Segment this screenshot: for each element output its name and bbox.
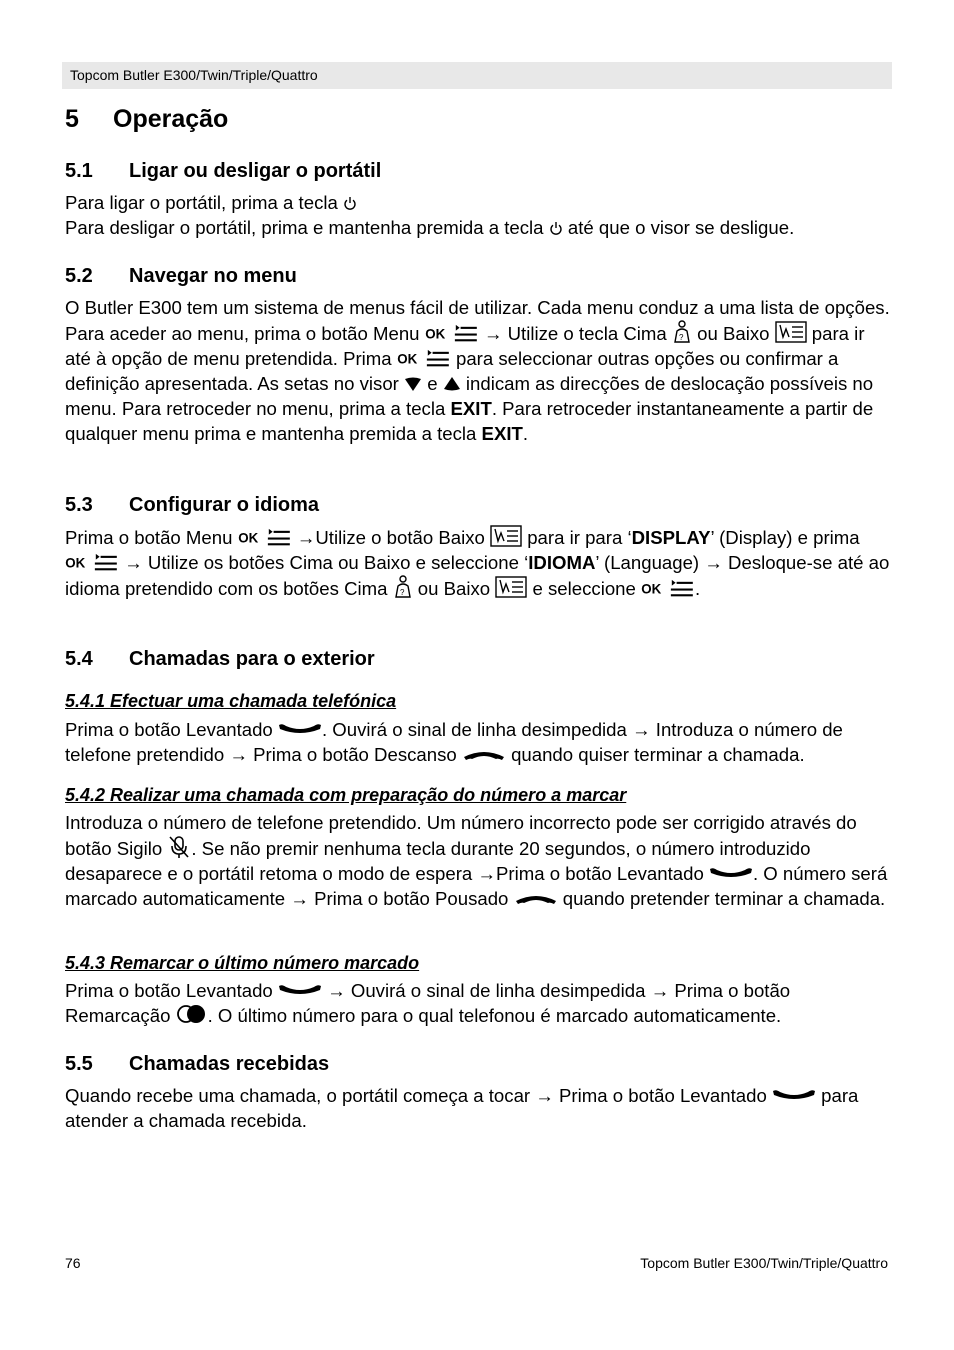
ok-menu-icon [65, 552, 119, 573]
section-5-4-2-heading: 5.4.2 Realizar uma chamada com preparação do número a marcar [65, 785, 627, 805]
section-5-2-heading: 5.2 Navegar no menu [65, 265, 297, 287]
section-5-3-heading: 5.3 Configurar o idioma [65, 494, 319, 516]
section-5-4-2-body: Introduza o número de telefone pretendido. Um número incorrecto pode ser corrigido através do botão Sigilo . Se não premir nenhuma tecla durante 20 segundos, o número introduzido desaparece e o portátil retoma o modo de espera →Prima o botão Levantado . O número será marcado automaticamente → Prima o botão Pousado quando pretender terminar a chamada. [65, 812, 888, 909]
power-icon [343, 196, 357, 210]
off-hook-icon [278, 720, 322, 736]
ok-menu-icon [641, 578, 695, 599]
down-icon [775, 320, 807, 344]
ok-menu-icon [238, 527, 292, 548]
down-icon [490, 524, 522, 548]
section-5-4-3-heading: 5.4.3 Remarcar o último número marcado [65, 953, 420, 973]
up-icon [393, 575, 413, 599]
page-header [62, 62, 892, 89]
power-icon [549, 221, 563, 235]
section-5-2-body: O Butler E300 tem um sistema de menus fácil de utilizar. Cada menu conduz a uma lista de opções. Para aceder ao menu, prima o botão Menu → Utilize o tecla Cima ou Baixo para ir até à opção de menu pretendida. Prima para seleccionar outras opções ou confirmar a definição apresentada. As setas no visor e indicam as direcções de deslocação possíveis no menu. Para retroceder no menu, prima a tecla EXIT. Para retroceder instantaneamente a partir de qualquer menu prima e mantenha premida a tecla EXIT. [65, 297, 890, 444]
section-5-3-body: Prima o botão Menu →Utilize o botão Baixo para ir para ‘DISPLAY’ (Display) e prima → Utilize os botões Cima ou Baixo e seleccione ‘IDIOMA’ (Language) → Desloque-se até ao idioma pretendido com os botões Cima ou Baixo e seleccione . [65, 524, 893, 601]
section-5-4-1-heading: 5.4.1 Efectuar uma chamada telefónica [65, 691, 397, 711]
arrow-up-icon [443, 376, 461, 392]
on-hook-icon [514, 891, 558, 907]
header-title: Topcom Butler E300/Twin/Triple/Quattro [70, 67, 318, 83]
section-5-4-3-body: Prima o botão Levantado → Ouvirá o sinal de linha desimpedida → Prima o botão Remarcação . O último número para o qual telefonou é marcado automaticamente. [65, 980, 791, 1026]
section-5-1-body: Para ligar o portátil, prima a tecla Para desligar o portátil, prima e mantenha premida a tecla até que o visor se desligue. [65, 192, 795, 238]
up-icon [672, 320, 692, 344]
off-hook-icon [772, 1086, 816, 1102]
section-5-4-heading: 5.4 Chamadas para o exterior [65, 648, 375, 670]
ok-menu-icon [397, 348, 451, 369]
mute-icon [167, 835, 191, 859]
section-5-heading: 5 Operação [65, 105, 229, 133]
off-hook-icon [709, 864, 753, 880]
section-5-5-heading: 5.5 Chamadas recebidas [65, 1053, 330, 1075]
off-hook-icon [278, 981, 322, 997]
on-hook-icon [462, 747, 506, 763]
section-5-1-heading: 5.1 Ligar ou desligar o portátil [65, 160, 382, 182]
down-icon [495, 575, 527, 599]
arrow-down-icon [404, 376, 422, 392]
page-number: 76 [65, 1255, 81, 1271]
redial-icon [176, 1004, 208, 1024]
section-5-5-body: Quando recebe uma chamada, o portátil começa a tocar → Prima o botão Levantado para atender a chamada recebida. [65, 1085, 859, 1131]
ok-menu-icon [425, 323, 479, 344]
footer-title: Topcom Butler E300/Twin/Triple/Quattro [640, 1255, 888, 1271]
section-5-4-1-body: Prima o botão Levantado . Ouvirá o sinal de linha desimpedida → Introduza o número de telefone pretendido → Prima o botão Descanso quando quiser terminar a chamada. [65, 719, 843, 765]
